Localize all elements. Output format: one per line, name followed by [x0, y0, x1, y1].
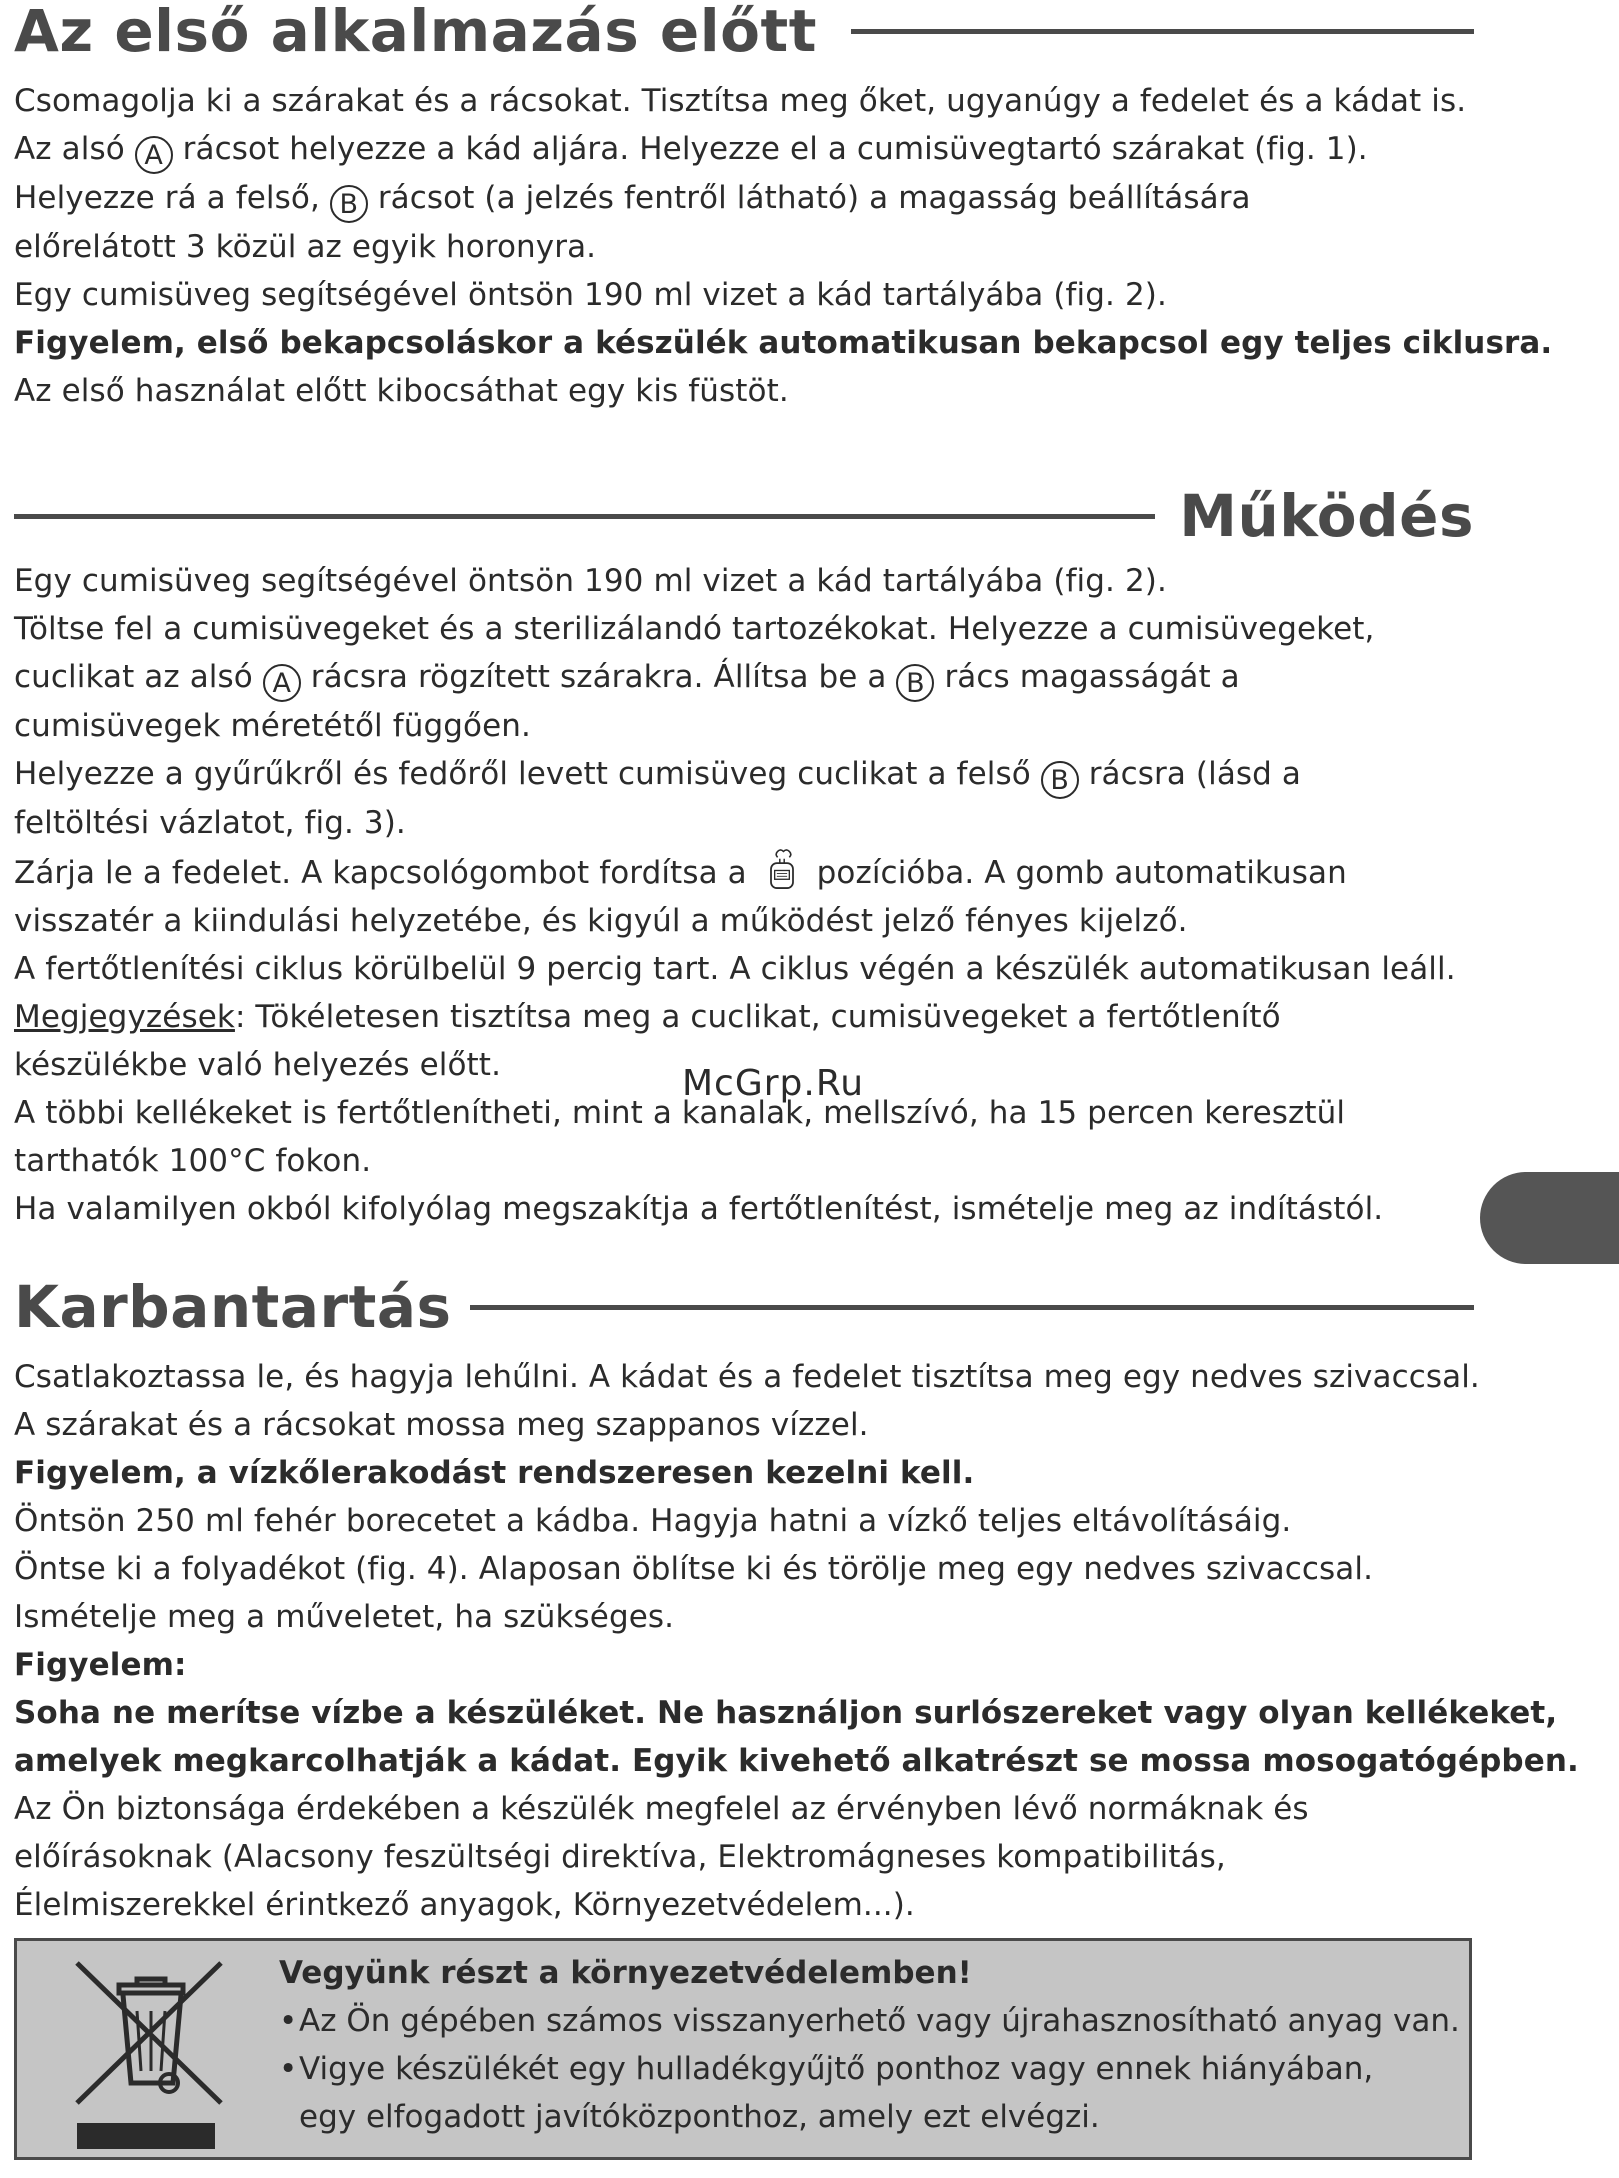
paragraph-line: készülékbe való helyezés előtt. — [14, 1047, 502, 1083]
environment-notice-box — [14, 1938, 1472, 2160]
section-title: Működés — [1179, 482, 1474, 550]
paragraph-line: A szárakat és a rácsokat mossa meg szappanos vízzel. — [14, 1407, 869, 1443]
environment-title: Vegyünk részt a környezetvédelemben! — [279, 1955, 972, 1991]
section-body-maintenance — [14, 1353, 1579, 1929]
paragraph-line: előírásoknak (Alacsony feszültségi direktíva, Elektromágneses kompatibilitás, — [14, 1839, 1226, 1875]
paragraph-line: tarthatók 100°C fokon. — [14, 1143, 372, 1179]
warning-line: Soha ne merítse vízbe a készüléket. Ne használjon surlószereket vagy olyan kellékeket, — [14, 1695, 1558, 1731]
section-header-maintenance — [14, 1273, 1474, 1341]
badge-b: B — [1041, 761, 1079, 799]
paragraph-line: cumisüvegek méretétől függően. — [14, 708, 531, 744]
paragraph-line: Az első használat előtt kibocsáthat egy kis füstöt. — [14, 373, 789, 409]
paragraph-line: Öntse ki a folyadékot (fig. 4). Alaposan öblítse ki és törölje meg egy nedves szivaccsal. — [14, 1551, 1374, 1587]
paragraph-line: Öntsön 250 ml fehér borecetet a kádba. Hagyja hatni a vízkő teljes eltávolításáig. — [14, 1503, 1292, 1539]
paragraph-line: Helyezze a gyűrűkről és fedőről levett cumisüveg cuclikat a felső B rácsra (lásd a — [14, 750, 1456, 799]
section-body-operation — [14, 557, 1456, 1233]
paragraph-line: Egy cumisüveg segítségével öntsön 190 ml vizet a kád tartályába (fig. 2). — [14, 277, 1167, 313]
warning-line: amelyek megkarcolhatják a kádat. Egyik kivehető alkatrészt se mossa mosogatógépben. — [14, 1743, 1579, 1779]
badge-b: B — [896, 664, 934, 702]
crossed-bin-icon — [75, 1951, 225, 2151]
section-body-first-use — [14, 77, 1552, 415]
paragraph-line: Élelmiszerekkel érintkező anyagok, Környezetvédelem...). — [14, 1887, 915, 1923]
section-title: Az első alkalmazás előtt — [14, 0, 817, 65]
paragraph-line: Csatlakoztassa le, és hagyja lehűlni. A kádat és a fedelet tisztítsa meg egy nedves szivaccsal. — [14, 1359, 1480, 1395]
paragraph-line: cuclikat az alsó A rácsra rögzített szárakra. Állítsa be a B rács magasságát a — [14, 653, 1456, 702]
heading-rule — [851, 29, 1474, 34]
paragraph-line: Az alsó A rácsot helyezze a kád aljára. Helyezze el a cumisüvegtartó szárakat (fig. 1). — [14, 125, 1552, 174]
notes-label: Megjegyzések — [14, 999, 235, 1035]
badge-a: A — [135, 136, 173, 174]
watermark: McGrp.Ru — [682, 1063, 865, 1104]
section-header-first-use — [14, 0, 1474, 65]
paragraph-line: Ha valamilyen okból kifolyólag megszakítja a fertőtlenítést, ismételje meg az indítástól. — [14, 1191, 1384, 1227]
paragraph-line: feltöltési vázlatot, fig. 3). — [14, 805, 406, 841]
warning-line: Figyelem, a vízkőlerakodást rendszeresen kezelni kell. — [14, 1455, 975, 1491]
paragraph-line: Töltse fel a cumisüvegeket és a sterilizálandó tartozékokat. Helyezze a cumisüvegeket, — [14, 611, 1375, 647]
warning-label: Figyelem: — [14, 1647, 187, 1683]
paragraph-line: visszatér a kiindulási helyzetébe, és kigyúl a működést jelző fényes kijelző. — [14, 903, 1188, 939]
section-title: Karbantartás — [14, 1273, 452, 1341]
paragraph-line: Csomagolja ki a szárakat és a rácsokat. Tisztítsa meg őket, ugyanúgy a fedelet és a kádat is. — [14, 83, 1467, 119]
page-side-tab — [1480, 1172, 1619, 1264]
section-header-operation — [14, 482, 1474, 550]
paragraph-line: Egy cumisüveg segítségével öntsön 190 ml vizet a kád tartályába (fig. 2). — [14, 563, 1167, 599]
paragraph-line: Az Ön biztonsága érdekében a készülék megfelel az érvényben lévő normáknak és — [14, 1791, 1309, 1827]
environment-text — [279, 1949, 1460, 2141]
paragraph-line: előrelátott 3 közül az egyik horonyra. — [14, 229, 597, 265]
badge-b: B — [330, 185, 368, 223]
warning-line: Figyelem, első bekapcsoláskor a készülék automatikusan bekapcsol egy teljes ciklusra. — [14, 325, 1553, 361]
environment-bullet: •Vigye készülékét egy hulladékgyűjtő ponthoz vagy ennek hiányában, — [279, 2051, 1374, 2087]
paragraph-line: Ismételje meg a műveletet, ha szükséges. — [14, 1599, 675, 1635]
environment-bullet-continuation: egy elfogadott javítóközponthoz, amely ezt elvégzi. — [299, 2099, 1100, 2135]
environment-bullet: •Az Ön gépében számos visszanyerhető vagy újrahasznosítható anyag van. — [279, 2003, 1460, 2039]
paragraph-line: A fertőtlenítési ciklus körülbelül 9 percig tart. A ciklus végén a készülék automatikusan leáll. — [14, 951, 1456, 987]
heading-rule — [470, 1305, 1475, 1310]
paragraph-line: A többi kellékeket is fertőtlenítheti, mint a kanalak, mellszívó, ha 15 percen keresztül — [14, 1095, 1346, 1131]
paragraph-line: Megjegyzések: Tökéletesen tisztítsa meg a cuclikat, cumisüvegeket a fertőtlenítő — [14, 999, 1281, 1035]
paragraph-line: Zárja le a fedelet. A kapcsológombot fordítsa a pozícióba. A gomb automatikusan — [14, 847, 1456, 897]
steam-start-icon — [757, 847, 807, 891]
badge-a: A — [263, 664, 301, 702]
paragraph-line: Helyezze rá a felső, B rácsot (a jelzés fentről látható) a magasság beállítására — [14, 174, 1552, 223]
heading-rule — [14, 514, 1155, 519]
